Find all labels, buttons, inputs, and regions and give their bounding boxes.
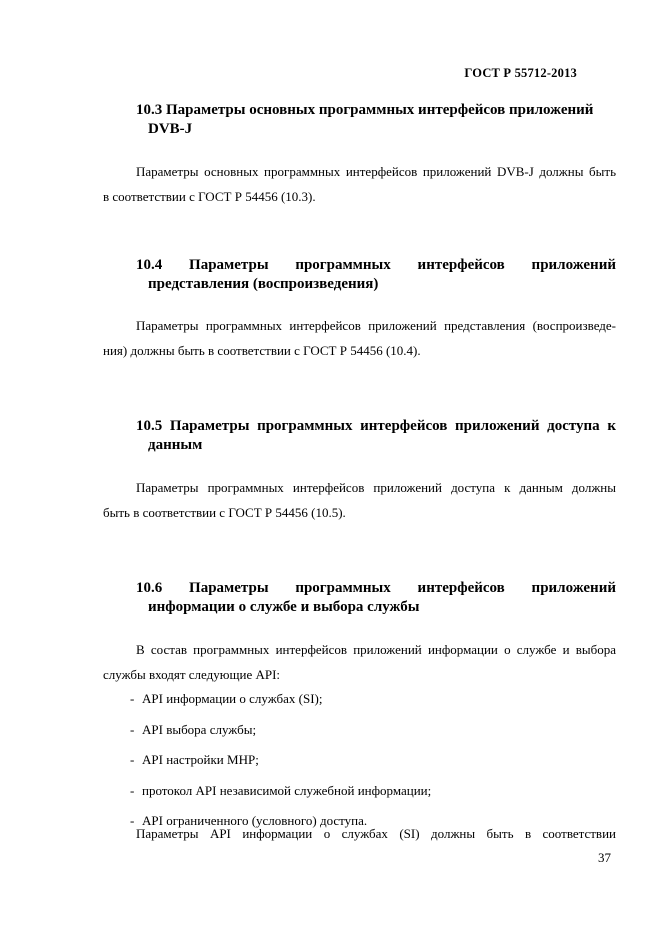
- list-dash: -: [130, 782, 135, 798]
- document-standard-code: ГОСТ Р 55712-2013: [464, 66, 577, 80]
- list-dash: -: [130, 813, 135, 828]
- section-heading-10-6: [136, 579, 616, 617]
- section-heading-10-3: [136, 101, 616, 139]
- paragraph-line: в соответствии с ГОСТ Р 54456 (10.3).: [103, 189, 316, 204]
- list-item-text: API информации о службах (SI);: [142, 691, 323, 706]
- paragraph-line: В состав программных интерфейсов приложений информации о службе и выбора: [136, 642, 616, 657]
- list-dash: -: [130, 752, 135, 767]
- paragraph-line: Параметры программных интерфейсов приложений представления (воспроизведе-: [136, 318, 616, 333]
- paragraph-line: службы входят следующие API:: [103, 667, 281, 682]
- list-dash: -: [130, 691, 135, 706]
- heading-line: 10.3 Параметры основных программных интерфейсов приложений: [136, 102, 594, 118]
- paragraph-line: Параметры основных программных интерфейсов приложений DVB-J должны быть: [136, 164, 616, 179]
- heading-line: данным: [148, 437, 203, 453]
- section-heading-10-4: [136, 256, 616, 294]
- list-item-text: API ограниченного (условного) доступа.: [142, 813, 368, 828]
- heading-line: 10.4 Параметры программных интерфейсов приложений: [136, 257, 616, 273]
- paragraph-line: Параметры программных интерфейсов приложений доступа к данным должны: [136, 480, 616, 495]
- heading-line: информации о службе и выбора службы: [148, 599, 420, 615]
- heading-line: DVB-J: [148, 121, 193, 137]
- page-number: 37: [598, 850, 611, 865]
- list-item-text: протокол API независимой служебной информации;: [142, 782, 432, 798]
- section-heading-10-5: [136, 417, 616, 455]
- closing-paragraph: Параметры API информации о службах (SI) должны быть в соответствии: [136, 826, 616, 841]
- section-paragraph-10-3: [103, 159, 616, 209]
- list-item: [130, 715, 431, 746]
- heading-line: 10.6 Параметры программных интерфейсов приложений: [136, 580, 616, 596]
- paragraph-line: ния) должны быть в соответствии с ГОСТ Р 54456 (10.4).: [103, 343, 421, 358]
- heading-line: представления (воспроизведения): [148, 276, 379, 292]
- list-item-text: API выбора службы;: [142, 721, 257, 737]
- list-item: [130, 745, 431, 776]
- section-paragraph-10-6: [103, 637, 616, 687]
- section-paragraph-10-5: [103, 475, 616, 525]
- section-paragraph-10-4: [103, 313, 616, 363]
- api-list: [130, 684, 431, 837]
- list-item-text: API настройки MHP;: [142, 752, 259, 767]
- paragraph-line: быть в соответствии с ГОСТ Р 54456 (10.5).: [103, 505, 346, 520]
- list-dash: -: [130, 721, 135, 737]
- heading-line: 10.5 Параметры программных интерфейсов приложений доступа к: [136, 418, 616, 434]
- list-item: [130, 776, 431, 807]
- list-item: [130, 684, 431, 715]
